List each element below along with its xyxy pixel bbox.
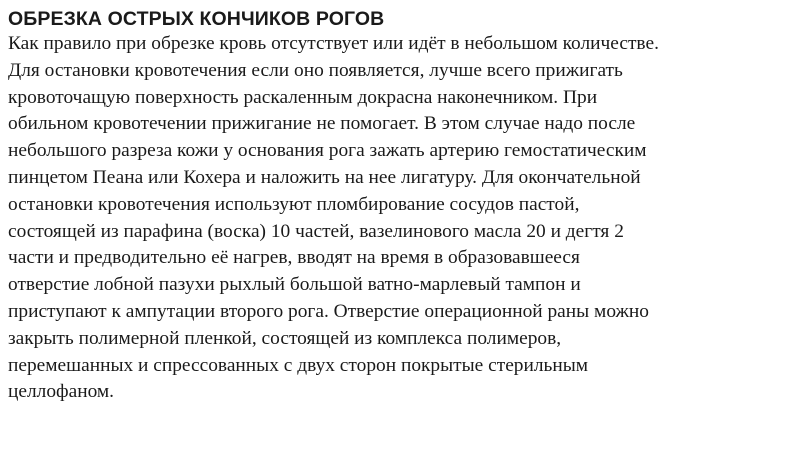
body-line: остановки кровотечения используют пломбирование сосудов пастой, <box>8 193 580 215</box>
body-line: кровоточащую поверхность раскаленным докрасна наконечником. При <box>8 86 598 108</box>
body-line: пинцетом Пеана или Кохера и наложить на нее лигатуру. Для окончательной <box>8 166 641 188</box>
slide-title: ОБРЕЗКА ОСТРЫХ КОНЧИКОВ РОГОВ <box>8 8 385 30</box>
body-line: Для остановки кровотечения если оно появляется, лучше всего прижигать <box>8 59 623 81</box>
body-line: перемешанных и спрессованных с двух сторон покрытые стерильным <box>8 354 589 376</box>
body-line: закрыть полимерной пленкой, состоящей из комплекса полимеров, <box>8 327 562 349</box>
body-line: приступают к ампутации второго рога. Отверстие операционной раны можно <box>8 300 649 322</box>
body-text <box>8 31 792 406</box>
body-line: целлофаном. <box>8 381 115 403</box>
body-line: обильном кровотечении прижигание не помогает. В этом случае надо после <box>8 113 636 135</box>
body-line: небольшого разреза кожи у основания рога зажать артерию гемостатическим <box>8 140 647 162</box>
body-line: состоящей из парафина (воска) 10 частей, вазелинового масла 20 и дегтя 2 <box>8 220 624 242</box>
body-line: части и предводительно её нагрев, вводят на время в образовавшееся <box>8 247 580 269</box>
body-line: отверстие лобной пазухи рыхлый большой ватно-марлевый тампон и <box>8 274 581 296</box>
body-line: Как правило при обрезке кровь отсутствует или идёт в небольшом количестве. <box>8 33 659 54</box>
